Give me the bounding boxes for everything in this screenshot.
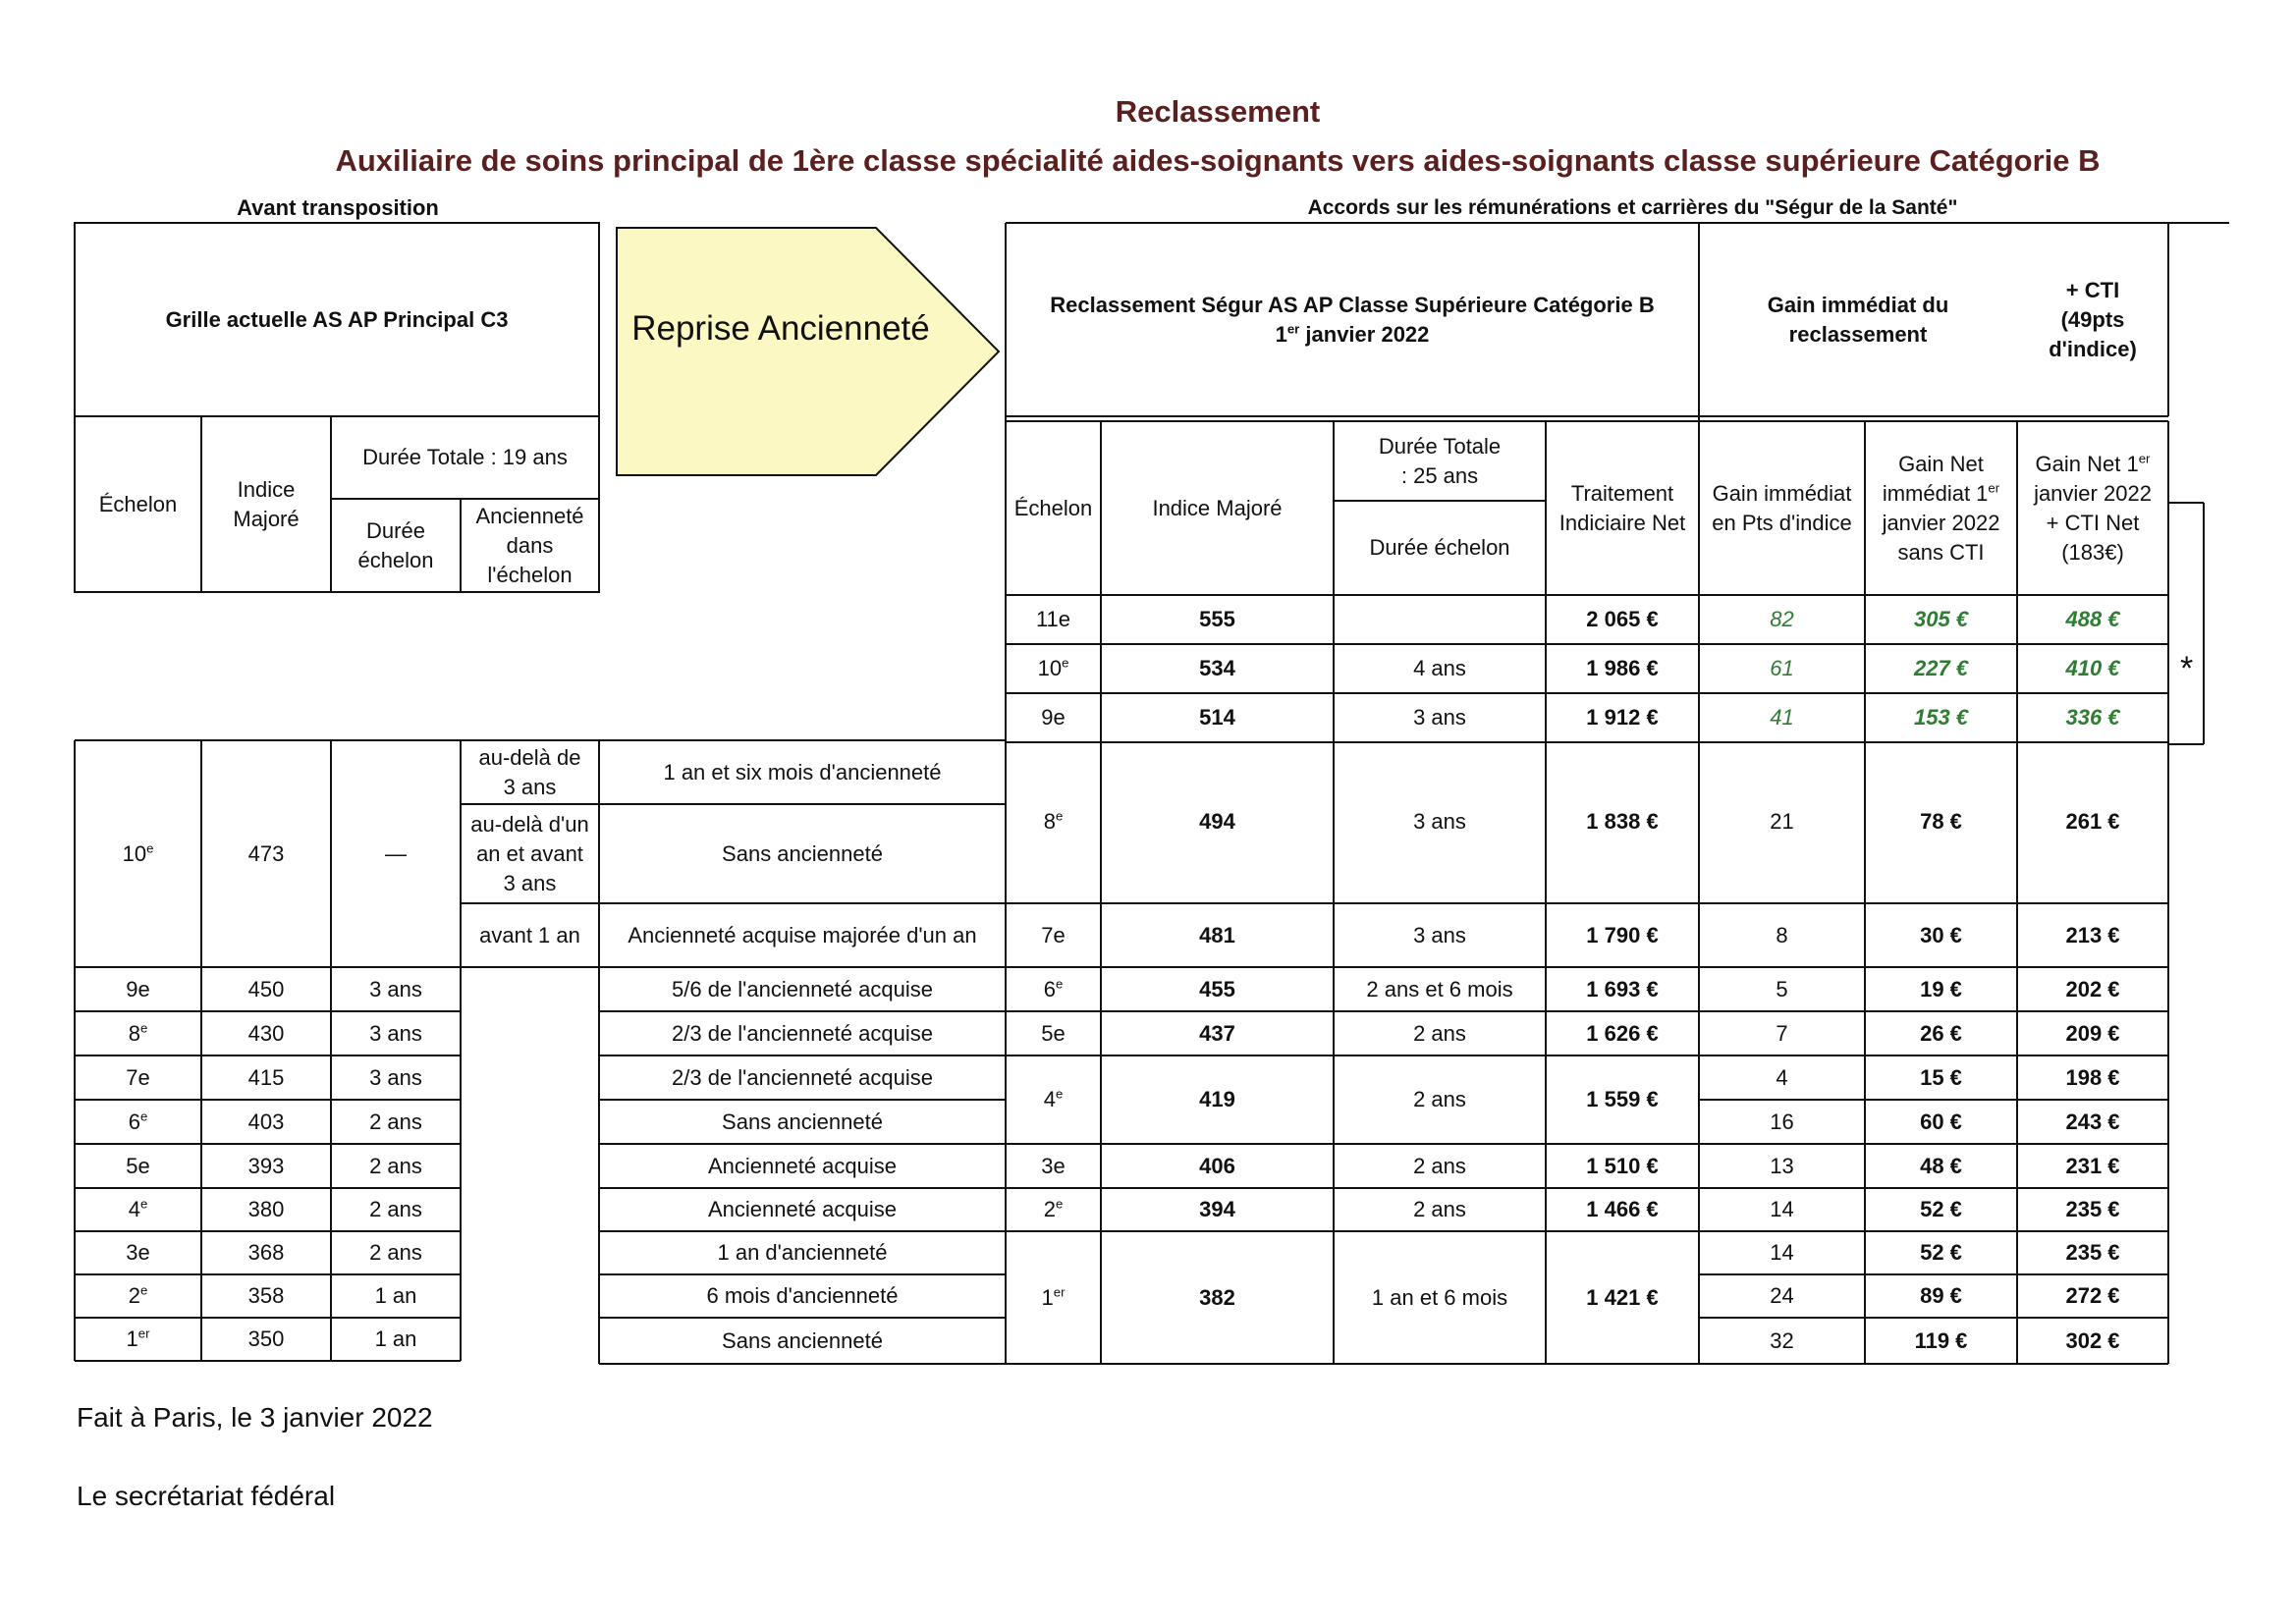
old-row-echelon: 7e (126, 1064, 150, 1090)
old-row-duree: 3 ans (369, 976, 422, 1001)
top-row-cti: 336 € (2065, 705, 2120, 730)
top-row-net: 153 € (1913, 705, 1969, 730)
reclassement-segur-title-line2 (1276, 320, 1430, 350)
top-row-pts: 41 (1770, 705, 1794, 730)
old-row-indice: 415 (247, 1064, 285, 1090)
reprise-rule: Sans ancienneté (722, 1109, 883, 1134)
avant-transposition-label: Avant transposition (237, 195, 439, 220)
echelon-num: 2 (128, 1283, 140, 1308)
old-row-indice: 403 (247, 1109, 285, 1134)
reclassement-segur-title-line1: Reclassement Ségur AS AP Classe Supérieure Catégorie B (1050, 292, 1655, 317)
old-row-echelon (75, 1188, 201, 1231)
new-echelon (1006, 740, 1101, 903)
new-duree: 1 an et 6 mois (1371, 1284, 1508, 1310)
new-traitement: 1 626 € (1586, 1020, 1659, 1046)
right-col-traitement: Traitement Indiciaire Net (1558, 480, 1686, 535)
right-col-gain-net (1865, 421, 2017, 595)
old-row-echelon: 5e (126, 1153, 150, 1178)
old-row-echelon: 9e (126, 976, 150, 1001)
new-echelon: 7e (1041, 922, 1066, 947)
new-traitement: 1 838 € (1586, 809, 1659, 834)
new-duree: 2 ans (1413, 1020, 1466, 1046)
old-row-echelon: 3e (126, 1240, 150, 1265)
top-row-pts: 82 (1770, 607, 1794, 631)
cti-title: + CTI (49pts d'indice) (2049, 277, 2137, 361)
new-traitement: 1 466 € (1586, 1197, 1659, 1221)
right-col-echelon: Échelon (1013, 495, 1093, 520)
top-row-duree: 4 ans (1413, 656, 1466, 680)
gain-net: 60 € (1920, 1109, 1962, 1134)
old-row-echelon (75, 1318, 201, 1361)
reprise-rule: Sans ancienneté (722, 1327, 883, 1353)
gain-pts: 24 (1770, 1283, 1794, 1308)
gain-net: 52 € (1920, 1240, 1962, 1265)
old-row-duree: 1 an (374, 1283, 417, 1308)
gain-cti: 235 € (2065, 1240, 2120, 1265)
top-row-traitement: 2 065 € (1586, 607, 1659, 631)
old-duree-10: — (385, 840, 407, 866)
new-echelon: 5e (1041, 1020, 1066, 1046)
echelon-sup: e (1055, 1086, 1064, 1102)
left-col-anciennete: Ancienneté dans l'échelon (475, 503, 584, 587)
echelon-num: 10 (122, 840, 147, 866)
echelon-sup: e (139, 1196, 148, 1212)
echelon-num: 10 (1037, 656, 1063, 680)
old-row-indice: 430 (247, 1020, 285, 1046)
old-row-duree: 3 ans (369, 1064, 422, 1090)
old-row-duree: 2 ans (369, 1240, 422, 1265)
old-row-duree: 3 ans (369, 1020, 422, 1046)
old-row-echelon (75, 1100, 201, 1144)
gain-cti: 213 € (2065, 922, 2120, 947)
top-row-echelon (1006, 644, 1101, 693)
echelon-num: 8 (1043, 809, 1056, 834)
right-col-duree-echelon: Durée échelon (1369, 535, 1510, 560)
gain-net: 48 € (1920, 1153, 1962, 1178)
old-row-echelon (75, 1011, 201, 1056)
gain-cti: 202 € (2065, 976, 2120, 1001)
asterisk-note: * (2180, 650, 2194, 687)
top-row-traitement: 1 986 € (1586, 656, 1659, 680)
new-echelon (1006, 967, 1101, 1011)
top-row-net: 305 € (1913, 607, 1969, 631)
new-duree: 3 ans (1413, 922, 1466, 947)
date-day: 1 (1275, 321, 1287, 347)
echelon-sup: e (1062, 655, 1069, 671)
reprise-rule: Ancienneté acquise (707, 1197, 898, 1221)
left-col-duree-echelon: Durée échelon (357, 517, 434, 572)
old-row-indice: 368 (247, 1240, 285, 1265)
echelon-sup: e (1055, 808, 1064, 824)
new-duree: 2 ans (1413, 1153, 1466, 1178)
new-duree: 2 ans et 6 mois (1366, 976, 1513, 1001)
grille-actuelle-title: Grille actuelle AS AP Principal C3 (165, 306, 509, 332)
echelon-sup: e (139, 1282, 148, 1298)
new-indice: 437 (1199, 1020, 1235, 1046)
top-row-indice: 555 (1199, 607, 1235, 631)
echelon-num: 1 (1041, 1284, 1054, 1310)
top-row-traitement: 1 912 € (1586, 705, 1659, 730)
gain-net-sup: er (1988, 480, 2000, 496)
old-indice-10: 473 (247, 840, 285, 866)
gain-immediat-title: Gain immédiat du reclassement (1767, 292, 1949, 347)
gain-cti: 243 € (2065, 1109, 2120, 1134)
reprise-rule: Ancienneté acquise (707, 1153, 898, 1178)
date-sup: er (1286, 321, 1300, 337)
top-row-indice: 514 (1199, 705, 1235, 730)
gain-pts: 21 (1770, 809, 1794, 834)
new-traitement: 1 790 € (1586, 922, 1659, 947)
right-col-duree-totale: Durée Totale : 25 ans (1378, 433, 1502, 488)
old-anciennete-sub: au-delà de 3 ans (478, 744, 581, 799)
old-row-duree: 2 ans (369, 1153, 422, 1178)
new-traitement: 1 510 € (1586, 1153, 1659, 1178)
right-col-indice: Indice Majoré (1152, 495, 1283, 520)
new-indice: 481 (1199, 922, 1235, 947)
gain-net: 119 € (1914, 1327, 1968, 1353)
gain-pts: 4 (1776, 1064, 1788, 1090)
gain-cti-sup: er (2138, 451, 2151, 466)
gain-net: 26 € (1920, 1020, 1962, 1046)
new-traitement: 1 421 € (1586, 1284, 1659, 1310)
new-duree: 2 ans (1413, 1087, 1466, 1111)
gain-cti: 272 € (2065, 1283, 2120, 1308)
new-indice: 394 (1199, 1197, 1235, 1221)
reprise-anciennete-label: Reprise Ancienneté (631, 309, 930, 348)
echelon-num: 4 (128, 1197, 140, 1221)
new-traitement: 1 559 € (1586, 1087, 1659, 1111)
gain-cti: 235 € (2065, 1197, 2120, 1221)
gain-net: 89 € (1920, 1283, 1962, 1308)
top-row-cti: 488 € (2065, 607, 2120, 631)
left-col-indice: Indice Majoré (233, 476, 300, 531)
old-row-indice: 350 (247, 1326, 285, 1351)
reprise-rule: 5/6 de l'ancienneté acquise (672, 976, 933, 1001)
new-echelon (1006, 1231, 1101, 1364)
top-row-echelon: 9e (1041, 705, 1066, 730)
gain-cti: 261 € (2065, 809, 2120, 834)
echelon-sup: e (139, 1109, 148, 1124)
reprise-rule: 1 an et six mois d'ancienneté (663, 759, 942, 785)
old-anciennete-sub: au-delà d'un an et avant 3 ans (470, 811, 589, 895)
echelon-num: 1 (126, 1326, 138, 1351)
new-echelon: 3e (1041, 1153, 1066, 1178)
old-row-indice: 358 (247, 1283, 285, 1308)
gain-cti-pre: Gain Net 1 (2035, 451, 2139, 476)
echelon-num: 2 (1043, 1197, 1056, 1221)
gain-cti: 302 € (2065, 1327, 2120, 1353)
gain-cti: 209 € (2065, 1020, 2120, 1046)
gain-net-pre: Gain Net immédiat 1 (1882, 451, 1989, 506)
left-col-duree-totale: Durée Totale : 19 ans (362, 445, 568, 469)
gain-net: 78 € (1920, 809, 1962, 834)
echelon-sup: e (1055, 1196, 1064, 1212)
echelon-num: 4 (1043, 1087, 1056, 1111)
right-col-gain-cti (2017, 421, 2168, 595)
top-row-duree: 3 ans (1413, 705, 1466, 730)
echelon-num: 6 (128, 1109, 140, 1134)
new-indice: 406 (1199, 1153, 1235, 1178)
new-traitement: 1 693 € (1586, 976, 1659, 1001)
old-echelon-10 (75, 740, 201, 967)
footer-place-date: Fait à Paris, le 3 janvier 2022 (77, 1402, 433, 1433)
reprise-rule: 2/3 de l'ancienneté acquise (672, 1020, 933, 1046)
new-indice: 455 (1199, 976, 1235, 1001)
echelon-sup: er (137, 1326, 150, 1341)
gain-pts: 7 (1776, 1020, 1788, 1046)
echelon-sup: er (1053, 1284, 1066, 1300)
gain-pts: 14 (1770, 1197, 1794, 1221)
gain-cti: 231 € (2065, 1153, 2120, 1178)
new-indice: 419 (1199, 1087, 1235, 1111)
new-indice: 494 (1199, 809, 1235, 834)
document-subtitle: Auxiliaire de soins principal de 1ère classe spécialité aides-soignants vers aides-soignants classe supérieure Catégorie B (335, 143, 2101, 178)
gain-net: 30 € (1920, 922, 1962, 947)
echelon-num: 8 (128, 1020, 140, 1046)
reclassement-segur-title (1006, 223, 1699, 416)
reprise-rule: Sans ancienneté (722, 840, 883, 866)
top-row-cti: 410 € (2065, 656, 2120, 680)
old-row-duree: 2 ans (369, 1197, 422, 1221)
gain-pts: 8 (1776, 922, 1788, 947)
new-duree: 2 ans (1413, 1197, 1466, 1221)
reprise-rule: 2/3 de l'ancienneté acquise (672, 1064, 933, 1090)
gain-cti-post: janvier 2022 + CTI Net (183€) (2034, 480, 2152, 565)
gain-pts: 13 (1770, 1153, 1794, 1178)
old-row-indice: 450 (247, 976, 285, 1001)
gain-net: 15 € (1920, 1064, 1962, 1090)
gain-net: 52 € (1920, 1197, 1962, 1221)
right-col-gain-pts: Gain immédiat en Pts d'indice (1712, 480, 1852, 535)
gain-net: 19 € (1920, 976, 1962, 1001)
old-row-duree: 2 ans (369, 1109, 422, 1134)
echelon-num: 6 (1043, 976, 1056, 1001)
gain-pts: 14 (1770, 1240, 1794, 1265)
old-anciennete-sub: avant 1 an (479, 922, 580, 947)
new-echelon (1006, 1188, 1101, 1231)
document-title: Reclassement (1115, 94, 1321, 129)
top-row-pts: 61 (1770, 656, 1794, 680)
new-echelon (1006, 1056, 1101, 1144)
top-row-net: 227 € (1913, 656, 1969, 680)
old-row-duree: 1 an (374, 1326, 417, 1351)
reprise-arrow-shape (617, 228, 999, 475)
new-indice: 382 (1199, 1284, 1235, 1310)
echelon-sup: e (146, 840, 154, 856)
echelon-sup: e (139, 1020, 148, 1036)
echelon-sup: e (1055, 976, 1064, 992)
old-row-indice: 393 (247, 1153, 285, 1178)
footer-signature: Le secrétariat fédéral (77, 1481, 336, 1511)
gain-pts: 16 (1770, 1109, 1794, 1134)
top-row-duree (1334, 595, 1546, 644)
date-rest: janvier 2022 (1299, 321, 1430, 347)
reprise-rule: 6 mois d'ancienneté (706, 1283, 899, 1308)
gain-pts: 5 (1776, 976, 1788, 1001)
accords-segur-label: Accords sur les rémunérations et carrières du "Ségur de la Santé" (1307, 196, 1958, 219)
top-row-indice: 534 (1199, 656, 1235, 680)
gain-pts: 32 (1770, 1327, 1794, 1353)
new-duree: 3 ans (1413, 809, 1466, 834)
gain-net-post: janvier 2022 sans CTI (1882, 510, 2000, 565)
top-row-echelon: 11e (1035, 607, 1071, 631)
old-row-indice: 380 (247, 1197, 285, 1221)
reprise-rule: 1 an d'ancienneté (717, 1240, 888, 1265)
old-row-echelon (75, 1274, 201, 1318)
reprise-rule: Ancienneté acquise majorée d'un an (628, 922, 977, 947)
left-col-echelon: Échelon (98, 491, 178, 516)
gain-cti: 198 € (2065, 1064, 2120, 1090)
